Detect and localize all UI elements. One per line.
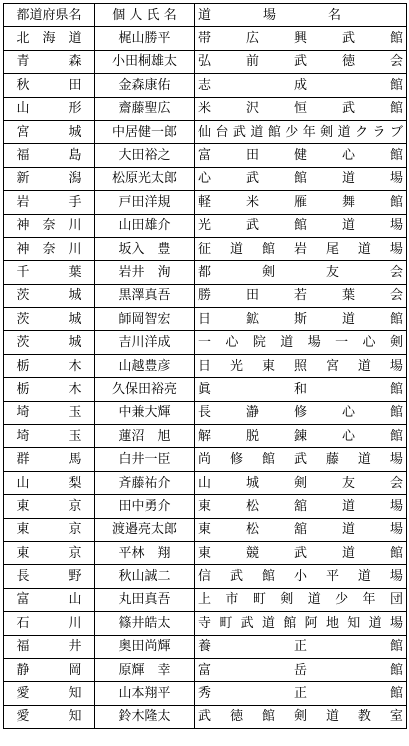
person-name-cell: 奥田尚輝 (95, 635, 195, 658)
prefecture-cell: 福 井 (4, 635, 95, 658)
person-name-cell: 白井一臣 (95, 448, 195, 471)
person-name-cell: 大田裕之 (95, 144, 195, 167)
prefecture-cell: 栃 木 (4, 354, 95, 377)
table-row (4, 354, 407, 377)
table-row (4, 74, 407, 97)
dojo-roster-table (3, 3, 407, 729)
dojo-name-cell: 一 心 院 道 場 一 心 剣 (195, 331, 407, 354)
dojo-name-cell: 弘 前 武 徳 会 (195, 50, 407, 73)
person-name-cell: 中居健一郎 (95, 120, 195, 143)
dojo-name-cell: 山 城 剣 友 会 (195, 471, 407, 494)
person-name-cell: 原輝 幸 (95, 658, 195, 681)
person-name-cell: 篠井皓太 (95, 612, 195, 635)
table-row (4, 588, 407, 611)
person-name-cell: 蓮沼 旭 (95, 425, 195, 448)
prefecture-cell: 山 梨 (4, 471, 95, 494)
table-row (4, 50, 407, 73)
table-row (4, 612, 407, 635)
dojo-name-cell: 軽 米 雁 舞 館 (195, 191, 407, 214)
prefecture-cell: 茨 城 (4, 331, 95, 354)
person-name-cell: 平林 翔 (95, 541, 195, 564)
prefecture-cell: 群 馬 (4, 448, 95, 471)
person-name-cell: 梶山勝平 (95, 27, 195, 50)
prefecture-cell: 埼 玉 (4, 401, 95, 424)
prefecture-cell: 宮 城 (4, 120, 95, 143)
prefecture-cell: 新 潟 (4, 167, 95, 190)
prefecture-cell: 神 奈 川 (4, 214, 95, 237)
person-name-cell: 岩井 洵 (95, 261, 195, 284)
prefecture-cell: 千 葉 (4, 261, 95, 284)
prefecture-cell: 茨 城 (4, 308, 95, 331)
dojo-name-cell: 東 競 武 道 館 (195, 541, 407, 564)
prefecture-cell: 山 形 (4, 97, 95, 120)
person-name-cell: 小田桐雄太 (95, 50, 195, 73)
prefecture-cell: 神 奈 川 (4, 237, 95, 260)
prefecture-cell: 茨 城 (4, 284, 95, 307)
table-row (4, 284, 407, 307)
header-row (4, 4, 407, 27)
prefecture-cell: 愛 知 (4, 705, 95, 728)
person-name-cell: 黒澤真吾 (95, 284, 195, 307)
header-prefecture: 都道府県名 (4, 4, 95, 27)
prefecture-cell: 東 京 (4, 541, 95, 564)
dojo-name-cell: 富 田 健 心 館 (195, 144, 407, 167)
table-row (4, 144, 407, 167)
dojo-name-cell: 尚 修 館 武 藤 道 場 (195, 448, 407, 471)
table-row (4, 308, 407, 331)
prefecture-cell: 愛 知 (4, 682, 95, 705)
person-name-cell: 中兼大輝 (95, 401, 195, 424)
table-row (4, 635, 407, 658)
dojo-name-cell: 征 道 館 岩 尾 道 場 (195, 237, 407, 260)
prefecture-cell: 石 川 (4, 612, 95, 635)
dojo-name-cell: 長 瀞 修 心 館 (195, 401, 407, 424)
person-name-cell: 渡邉亮太郎 (95, 518, 195, 541)
table-row (4, 541, 407, 564)
dojo-name-cell: 東 松 舘 道 場 (195, 495, 407, 518)
table-row (4, 565, 407, 588)
dojo-name-cell: 日 鉱 斯 道 館 (195, 308, 407, 331)
table-row (4, 495, 407, 518)
person-name-cell: 鈴木隆太 (95, 705, 195, 728)
person-name-cell: 戸田洋規 (95, 191, 195, 214)
prefecture-cell: 福 島 (4, 144, 95, 167)
prefecture-cell: 北 海 道 (4, 27, 95, 50)
dojo-name-cell: 志 成 館 (195, 74, 407, 97)
dojo-name-cell: 武 徳 館 剣 道 教 室 (195, 705, 407, 728)
person-name-cell: 斉藤祐介 (95, 471, 195, 494)
dojo-name-cell: 富 岳 館 (195, 658, 407, 681)
table-row (4, 518, 407, 541)
table-row (4, 471, 407, 494)
prefecture-cell: 東 京 (4, 518, 95, 541)
table-row (4, 378, 407, 401)
prefecture-cell: 長 野 (4, 565, 95, 588)
table-row (4, 425, 407, 448)
table-row (4, 401, 407, 424)
prefecture-cell: 東 京 (4, 495, 95, 518)
person-name-cell: 金森康佑 (95, 74, 195, 97)
person-name-cell: 松原光太郎 (95, 167, 195, 190)
person-name-cell: 山本翔平 (95, 682, 195, 705)
table-row (4, 448, 407, 471)
dojo-name-cell: 解 脱 錬 心 館 (195, 425, 407, 448)
person-name-cell: 山田雄介 (95, 214, 195, 237)
prefecture-cell: 埼 玉 (4, 425, 95, 448)
header-name: 個 人 氏 名 (95, 4, 195, 27)
prefecture-cell: 静 岡 (4, 658, 95, 681)
person-name-cell: 久保田裕亮 (95, 378, 195, 401)
prefecture-cell: 栃 木 (4, 378, 95, 401)
dojo-name-cell: 養 正 館 (195, 635, 407, 658)
table-row (4, 27, 407, 50)
person-name-cell: 坂入 豊 (95, 237, 195, 260)
person-name-cell: 田中勇介 (95, 495, 195, 518)
person-name-cell: 齋藤聖広 (95, 97, 195, 120)
table-row (4, 682, 407, 705)
table-row (4, 120, 407, 143)
table-row (4, 191, 407, 214)
table-row (4, 705, 407, 728)
person-name-cell: 山越豊彦 (95, 354, 195, 377)
dojo-name-cell: 米 沢 恒 武 館 (195, 97, 407, 120)
table-row (4, 97, 407, 120)
header-dojo: 道 場 名 (195, 4, 407, 27)
dojo-name-cell: 心 武 館 道 場 (195, 167, 407, 190)
prefecture-cell: 岩 手 (4, 191, 95, 214)
dojo-name-cell: 上 市 町 剣 道 少 年 団 (195, 588, 407, 611)
dojo-name-cell: 都 剣 友 会 (195, 261, 407, 284)
table-row (4, 214, 407, 237)
dojo-name-cell: 勝 田 若 葉 会 (195, 284, 407, 307)
person-name-cell: 師岡智宏 (95, 308, 195, 331)
dojo-name-cell: 秀 正 館 (195, 682, 407, 705)
prefecture-cell: 富 山 (4, 588, 95, 611)
dojo-name-cell: 眞 和 館 (195, 378, 407, 401)
table-row (4, 261, 407, 284)
dojo-name-cell: 日 光 東 照 宮 道 場 (195, 354, 407, 377)
dojo-name-cell: 仙 台 武 道 館 少 年 剣 道 ク ラ ブ (195, 120, 407, 143)
table-row (4, 331, 407, 354)
prefecture-cell: 秋 田 (4, 74, 95, 97)
dojo-name-cell: 東 松 舘 道 場 (195, 518, 407, 541)
table-row (4, 658, 407, 681)
person-name-cell: 丸田真吾 (95, 588, 195, 611)
person-name-cell: 秋山誠二 (95, 565, 195, 588)
table-row (4, 237, 407, 260)
dojo-name-cell: 信 武 館 小 平 道 場 (195, 565, 407, 588)
dojo-name-cell: 帯 広 興 武 館 (195, 27, 407, 50)
prefecture-cell: 青 森 (4, 50, 95, 73)
dojo-name-cell: 寺 町 武 道 館 阿 地 知 道 場 (195, 612, 407, 635)
person-name-cell: 吉川洋成 (95, 331, 195, 354)
table-row (4, 167, 407, 190)
dojo-name-cell: 光 武 館 道 場 (195, 214, 407, 237)
